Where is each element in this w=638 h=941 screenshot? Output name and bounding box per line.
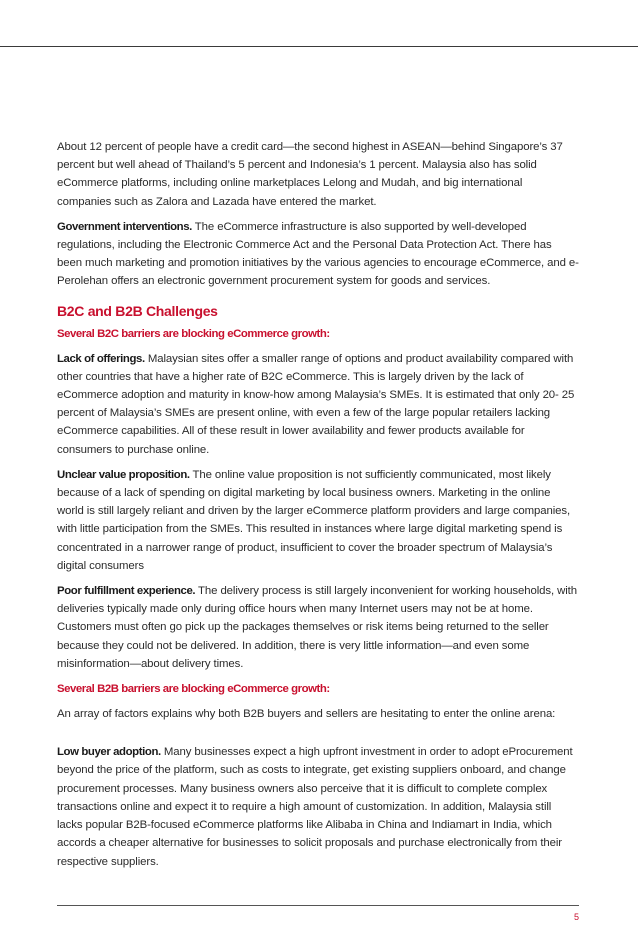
b2c-paragraph-offerings xyxy=(57,350,579,459)
page-number: 5 xyxy=(573,912,579,922)
footer-rule xyxy=(57,905,579,906)
b2c-subtitle: Several B2C barriers are blocking eCommerce growth: xyxy=(57,327,330,340)
paragraph-text: The eCommerce infrastructure is also supported by well-developed regulations, including the Electronic Commerce Act and the Personal Data Protection Act. There has been much marketing and promotion initiatives by the various agencies to encourage eCommerce, and e-Perolehan offers an electronic government procurement system for goods and services. xyxy=(57,220,579,288)
header-rule xyxy=(0,46,638,47)
paragraph-lead: Poor fulfillment experience. xyxy=(57,585,196,598)
paragraph-lead: Low buyer adoption. xyxy=(57,746,161,759)
b2c-paragraph-value xyxy=(57,466,579,575)
b2b-subtitle: Several B2B barriers are blocking eCommerce growth: xyxy=(57,683,330,696)
paragraph-text: The delivery process is still largely inconvenient for working households, with deliveries typically made only during office hours when many Internet users may not be at home. Customers must often go pick up the packages themselves or risk items being returned to the seller because they could not be delivered. In addition, there is very little information—and even some misinformation—about delivery times. xyxy=(57,585,577,670)
intro-paragraph-government xyxy=(57,218,579,291)
paragraph-lead: Lack of offerings. xyxy=(57,352,145,365)
paragraph-text: Malaysian sites offer a smaller range of options and product availability compared with other countries that have a higher rate of B2C eCommerce. This is largely driven by the lack of eCommerce adoption and maturity in know-how among Malaysia’s SMEs. It is estimated that only 20- 25 percent of Malaysia’s SMEs are present online, with even a few of the large popular retailers lacking eCommerce capabilities. All of these result in lower availability and fewer products available for consumers to purchase online. xyxy=(57,352,575,456)
paragraph-lead: Government interventions. xyxy=(57,220,192,233)
page-body xyxy=(57,138,579,878)
intro-paragraph-1 xyxy=(57,138,579,211)
b2c-paragraph-fulfillment xyxy=(57,582,579,673)
paragraph-text: Many businesses expect a high upfront investment in order to adopt eProcurement beyond the price of the platform, such as costs to integrate, get existing suppliers onboard, and change procurement processes. Many business owners also perceive that it is difficult to complete complex transactions online and expect it to require a high amount of customization. In addition, Malaysia still lacks popular B2B-focused eCommerce platforms like Alibaba in China and Indiamart in India, which accords a cheaper alternative for businesses to solicit proposals and purchase electronically from their respective suppliers. xyxy=(57,746,573,868)
spacer xyxy=(57,730,579,743)
paragraph-text: About 12 percent of people have a credit card—the second highest in ASEAN—behind Singapore’s 37 percent but well ahead of Thailand’s 5 percent and Indonesia’s 1 percent. Malaysia also has solid eCommerce platforms, including online marketplaces Lelong and Mudah, and big international companies such as Zalora and Lazada have entered the market. xyxy=(57,141,563,208)
b2b-paragraph-adoption xyxy=(57,743,579,870)
paragraph-text: The online value proposition is not sufficiently communicated, most likely because of a lack of spending on digital marketing by local business owners. Marketing in the online world is still largely reliant and driven by the larger eCommerce platform providers and large companies, with little participation from the SMEs. This resulted in instances where large digital marketing spend is concentrated in a narrower range of product, insufficient to cover the broader spectrum of Malaysia’s digital consumers xyxy=(57,468,571,572)
paragraph-lead: Unclear value proposition. xyxy=(57,468,190,481)
section-title: B2C and B2B Challenges xyxy=(57,302,218,319)
b2b-intro: An array of factors explains why both B2B buyers and sellers are hesitating to enter the online arena: xyxy=(57,708,556,721)
